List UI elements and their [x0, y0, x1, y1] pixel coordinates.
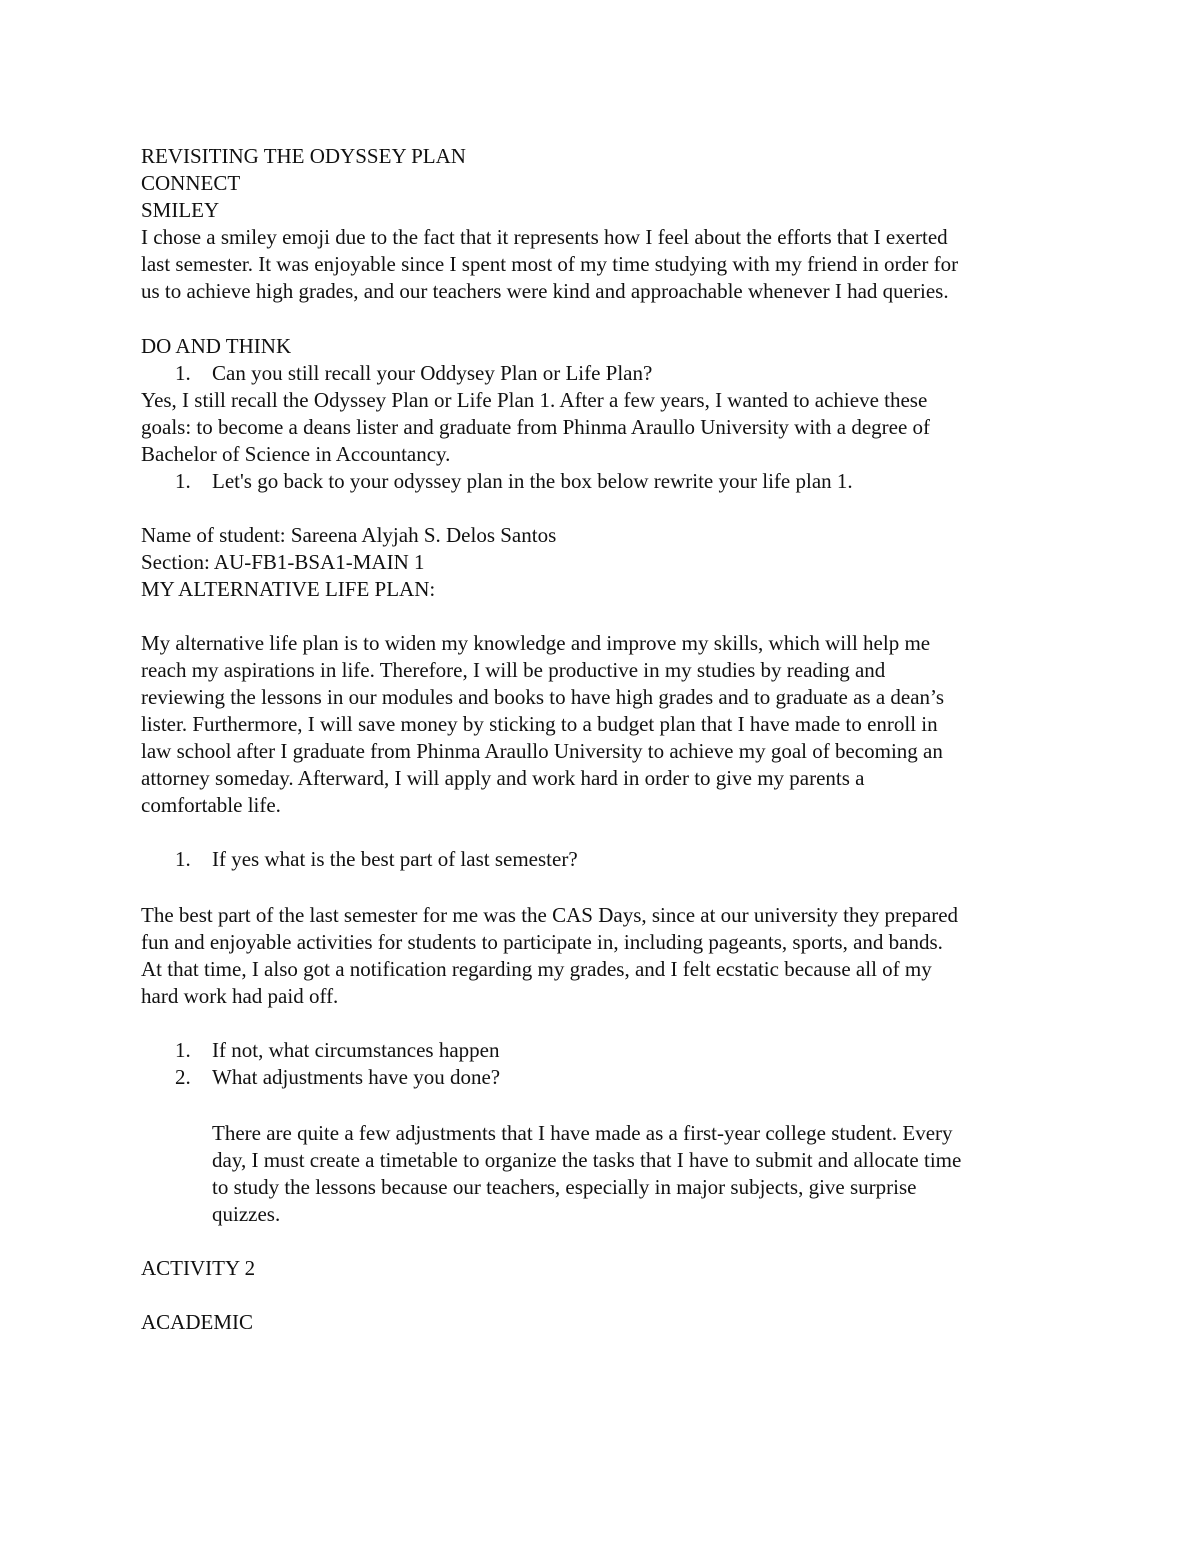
list-number: 1.	[175, 847, 191, 871]
list-text: If yes what is the best part of last semester?	[212, 847, 578, 871]
adjustments-line: to study the lessons because our teachers, especially in major subjects, give surprise	[212, 1175, 917, 1199]
adjustments-line: quizzes.	[212, 1202, 281, 1226]
alt-plan-line: My alternative life plan is to widen my knowledge and improve my skills, which will help me	[141, 631, 931, 655]
list-text: What adjustments have you done?	[212, 1065, 501, 1089]
smiley-heading: SMILEY	[141, 198, 220, 222]
alt-plan-line: lister. Furthermore, I will save money by sticking to a budget plan that I have made to enroll in	[141, 712, 938, 736]
list-text: Can you still recall your Oddysey Plan or Life Plan?	[212, 361, 653, 385]
alt-plan-heading: MY ALTERNATIVE LIFE PLAN:	[141, 577, 436, 601]
best-part-line: The best part of the last semester for me was the CAS Days, since at our university they prepared	[141, 903, 959, 927]
smiley-paragraph-line: last semester. It was enjoyable since I spent most of my time studying with my friend in order for	[141, 252, 959, 276]
q1-answer-line: Yes, I still recall the Odyssey Plan or Life Plan 1. After a few years, I wanted to achieve these	[141, 388, 928, 412]
academic-heading: ACADEMIC	[141, 1310, 254, 1334]
list-text: Let's go back to your odyssey plan in the box below rewrite your life plan 1.	[212, 469, 853, 493]
list-number: 1.	[175, 469, 191, 493]
document-title: REVISITING THE ODYSSEY PLAN	[141, 144, 466, 168]
adjustments-line: There are quite a few adjustments that I have made as a first-year college student. Every	[212, 1121, 953, 1145]
alt-plan-line: reach my aspirations in life. Therefore, I will be productive in my studies by reading and	[141, 658, 886, 682]
do-and-think-heading: DO AND THINK	[141, 334, 292, 358]
header-block	[141, 143, 1071, 305]
best-part-line: fun and enjoyable activities for students to participate in, including pageants, sports, and bands.	[141, 930, 943, 954]
list-number: 1.	[175, 1038, 191, 1062]
activity-heading-block	[141, 1255, 1071, 1282]
smiley-paragraph-line: us to achieve high grades, and our teachers were kind and approachable whenever I had queries.	[141, 279, 949, 303]
best-part-paragraph	[141, 902, 1071, 1010]
list-number: 1.	[175, 361, 191, 385]
student-info-block	[141, 522, 1071, 603]
q1-answer-line: goals: to become a deans lister and graduate from Phinma Araullo University with a degree of	[141, 415, 931, 439]
alt-plan-line: law school after I graduate from Phinma Araullo University to achieve my goal of becoming an	[141, 739, 943, 763]
alt-plan-line: comfortable life.	[141, 793, 281, 817]
activity-heading: ACTIVITY 2	[141, 1256, 256, 1280]
q1-answer-line: Bachelor of Science in Accountancy.	[141, 442, 451, 466]
list-text: If not, what circumstances happen	[212, 1038, 500, 1062]
list-number: 2.	[175, 1065, 191, 1089]
smiley-paragraph-line: I chose a smiley emoji due to the fact that it represents how I feel about the efforts that I exerted	[141, 225, 948, 249]
connect-heading: CONNECT	[141, 171, 241, 195]
alt-plan-paragraph	[141, 630, 1071, 819]
adjustments-paragraph	[212, 1120, 1072, 1228]
alt-plan-line: reviewing the lessons in our modules and books to have high grades and to graduate as a dean’s	[141, 685, 945, 709]
alt-plan-line: attorney someday. Afterward, I will apply and work hard in order to give my parents a	[141, 766, 865, 790]
student-section: Section: AU-FB1-BSA1-MAIN 1	[141, 550, 425, 574]
adjustments-line: day, I must create a timetable to organize the tasks that I have to submit and allocate time	[212, 1148, 962, 1172]
do-and-think-heading-block	[141, 333, 1071, 360]
academic-heading-block	[141, 1309, 1071, 1336]
best-part-line: At that time, I also got a notification regarding my grades, and I felt ecstatic because all of my	[141, 957, 932, 981]
student-name: Name of student: Sareena Alyjah S. Delos Santos	[141, 523, 557, 547]
best-part-line: hard work had paid off.	[141, 984, 339, 1008]
q1-answer-block	[141, 387, 1071, 468]
